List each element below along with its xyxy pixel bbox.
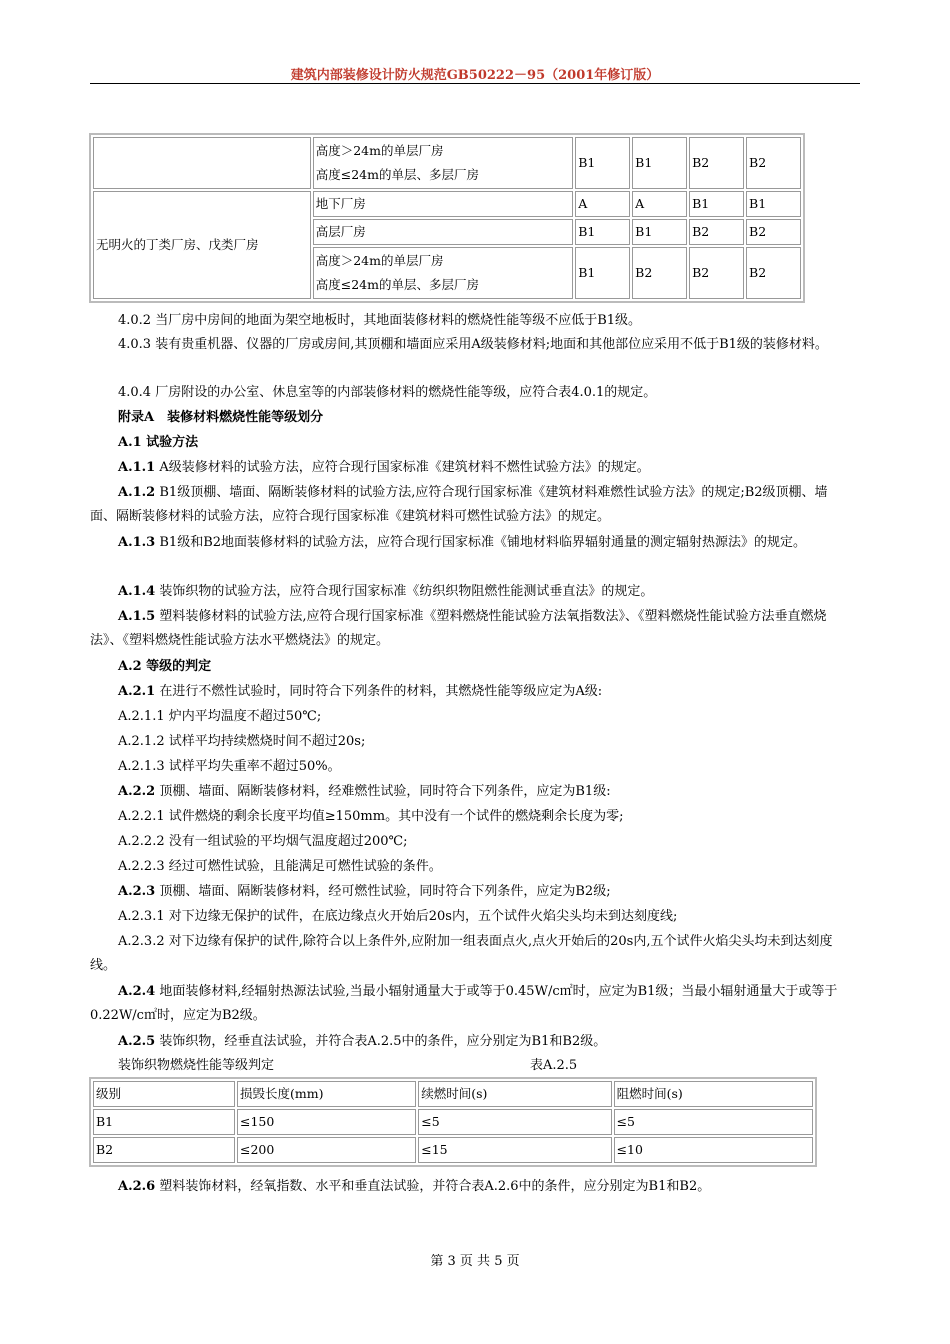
table-row <box>93 1109 813 1135</box>
table-cell: B2 <box>689 137 744 189</box>
column-header: 级别 <box>93 1081 235 1107</box>
column-header: 续燃时间(s) <box>418 1081 611 1107</box>
paragraph: A.1.1 A级装修材料的试验方法，应符合现行国家标准《建筑材料不燃性试验方法》的规定。 <box>118 460 650 475</box>
paragraph: A.2.2.1 试件燃烧的剩余长度平均值≥150mm。其中没有一个试件的燃烧剩余长度为零; <box>118 809 624 824</box>
table-cell: 高度＞24m的单层厂房 高度≤24m的单层、多层厂房 <box>313 247 573 299</box>
table-cell: 高度＞24m的单层厂房 高度≤24m的单层、多层厂房 <box>313 137 573 189</box>
paragraph: A.1.3 B1级和B2地面装修材料的试验方法，应符合现行国家标准《铺地材料临界辐射通量的测定辐射热源法》的规定。 <box>118 535 807 550</box>
paragraph: A.2.1.2 试样平均持续燃烧时间不超过20s; <box>118 734 366 749</box>
appendix-heading: 附录A 装修材料燃烧性能等级划分 <box>118 410 324 425</box>
paragraph: A.2.1 在进行不燃性试验时，同时符合下列条件的材料，其燃烧性能等级应定为A级: <box>118 684 603 699</box>
table-cell: ≤5 <box>614 1109 813 1135</box>
paragraph: A.1.4 装饰织物的试验方法，应符合现行国家标准《纺织织物阻燃性能测试垂直法》的规定。 <box>118 584 654 599</box>
table-cell: B2 <box>93 1137 235 1163</box>
table-cell: B1 <box>689 191 744 217</box>
table-cell: 高层厂房 <box>313 219 573 245</box>
paragraph: A.2.2.3 经过可燃性试验，且能满足可燃性试验的条件。 <box>118 859 442 874</box>
header-rule <box>90 83 860 84</box>
paragraph: 4.0.2 当厂房中房间的地面为架空地板时，其地面装修材料的燃烧性能等级不应低于B1级。 <box>118 313 642 328</box>
paragraph: A.2.1.1 炉内平均温度不超过50℃; <box>118 709 322 724</box>
page-header: 建筑内部装修设计防火规范GB50222－95（2001年修订版） <box>290 68 660 83</box>
table-cell: B2 <box>632 247 687 299</box>
table-cell: B1 <box>746 191 801 217</box>
table-cell: B1 <box>632 137 687 189</box>
column-header: 损毁长度(mm) <box>237 1081 416 1107</box>
table-cell: ≤200 <box>237 1137 416 1163</box>
table-row <box>93 137 801 189</box>
table-cell: 无明火的丁类厂房、戊类厂房 <box>93 191 311 299</box>
table-cell: B1 <box>575 247 630 299</box>
table-cell: B1 <box>575 219 630 245</box>
paragraph: A.2.3.1 对下边缘无保护的试件，在底边缘点火开始后20s内，五个试件火焰尖头均未到达刻度线; <box>118 909 678 924</box>
table-cell: A <box>632 191 687 217</box>
table-cell: 地下厂房 <box>313 191 573 217</box>
paragraph: A.2.6 塑料装饰材料，经氧指数、水平和垂直法试验，并符合表A.2.6中的条件，应分别定为B1和B2。 <box>118 1179 711 1194</box>
table-cell: B2 <box>746 219 801 245</box>
table-caption: 装饰织物燃烧性能等级判定 <box>118 1058 275 1073</box>
table-header-row <box>93 1081 813 1107</box>
paragraph: A.2.1.3 试样平均失重率不超过50%。 <box>118 759 341 774</box>
table-cell: B1 <box>93 1109 235 1135</box>
table-cell: B2 <box>689 219 744 245</box>
paragraph: A.2.3.2 对下边缘有保护的试件,除符合以上条件外,应附加一组表面点火,点火开始后的20s内,五个试件火焰尖头均未到达刻度线。 <box>90 934 833 973</box>
table-cell <box>93 137 311 189</box>
table-cell: ≤150 <box>237 1109 416 1135</box>
column-header: 阻燃时间(s) <box>614 1081 813 1107</box>
paragraph: A.1.2 B1级顶棚、墙面、隔断装修材料的试验方法,应符合现行国家标准《建筑材料难燃性试验方法》的规定;B2级顶棚、墙面、隔断装修材料的试验方法，应符合现行国家标准《建筑材料可燃性试验方法》的规定。 <box>90 485 828 524</box>
table-number: 表A.2.5 <box>530 1058 578 1073</box>
section-heading: A.2 等级的判定 <box>118 659 212 674</box>
table-cell: ≤5 <box>418 1109 611 1135</box>
table-row <box>93 191 801 217</box>
paragraph: 4.0.3 装有贵重机器、仪器的厂房或房间,其顶棚和墙面应采用A级装修材料;地面和其他部位应采用不低于B1级的装修材料。 <box>118 337 828 352</box>
paragraph: A.2.5 装饰织物，经垂直法试验，并符合表A.2.5中的条件，应分别定为B1和B2级。 <box>118 1034 607 1049</box>
table-cell: B1 <box>575 137 630 189</box>
table-row <box>93 1137 813 1163</box>
paragraph: A.2.3 顶棚、墙面、隔断装修材料，经可燃性试验，同时符合下列条件，应定为B2级; <box>118 884 611 899</box>
table-cell: B1 <box>632 219 687 245</box>
textile-rating-table <box>89 1077 817 1167</box>
table-cell: A <box>575 191 630 217</box>
paragraph: A.2.2.2 没有一组试验的平均烟气温度超过200℃; <box>118 834 408 849</box>
paragraph: A.1.5 塑料装修材料的试验方法,应符合现行国家标准《塑料燃烧性能试验方法氧指数法》、《塑料燃烧性能试验方法垂直燃烧法》、《塑料燃烧性能试验方法水平燃烧法》的规定。 <box>90 609 827 648</box>
fire-rating-table-continued <box>89 133 805 303</box>
table-cell: B2 <box>746 137 801 189</box>
table-cell: B2 <box>746 247 801 299</box>
section-heading: A.1 试验方法 <box>118 435 199 450</box>
table-cell: B2 <box>689 247 744 299</box>
table-cell: ≤10 <box>614 1137 813 1163</box>
paragraph: 4.0.4 厂房附设的办公室、休息室等的内部装修材料的燃烧性能等级，应符合表4.0.1的规定。 <box>118 385 657 400</box>
table-cell: ≤15 <box>418 1137 611 1163</box>
page-footer: 第 3 页 共 5 页 <box>430 1254 520 1269</box>
paragraph: A.2.4 地面装修材料,经辐射热源法试验,当最小辐射通量大于或等于0.45W/c㎡时，应定为B1级；当最小辐射通量大于或等于0.22W/c㎡时，应定为B2级。 <box>90 984 838 1023</box>
paragraph: A.2.2 顶棚、墙面、隔断装修材料，经难燃性试验，同时符合下列条件，应定为B1级: <box>118 784 611 799</box>
